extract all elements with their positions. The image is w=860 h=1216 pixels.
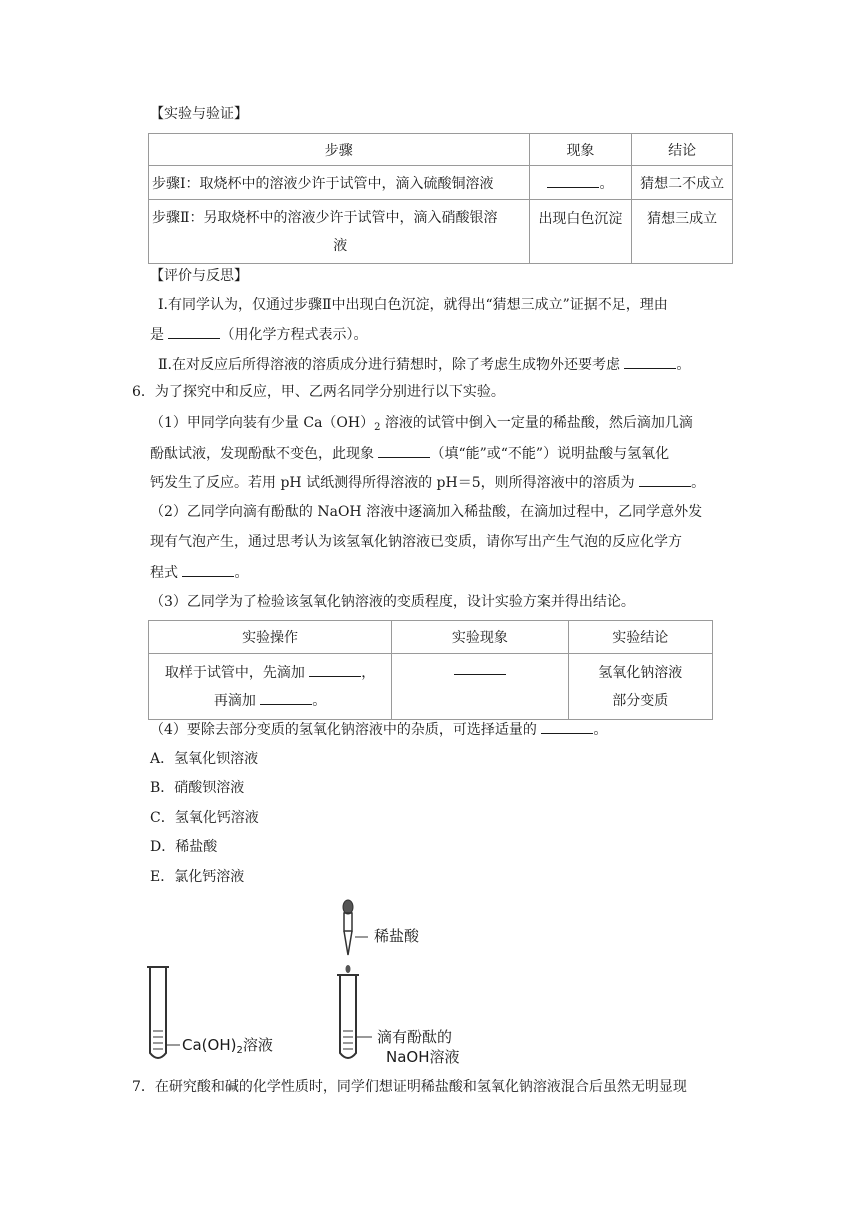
tube1-label: $Ca(OH)_2$溶液 [182,1036,273,1056]
option-b[interactable]: B．硝酸钡溶液 [150,780,245,796]
section-heading-reflect: 【评价与反思】 [150,268,248,284]
table-header-conclusion: 结论 [632,134,733,166]
answer-blank[interactable] [182,562,234,577]
option-c[interactable]: C．氢氧化钙溶液 [150,810,259,826]
table2-header-phenomenon: 实验现象 [392,621,568,654]
experiment-table [148,620,713,720]
option-a[interactable]: A．氢氧化钡溶液 [150,751,259,767]
q6-p4: （4）要除去部分变质的氢氧化钠溶液中的杂质，可选择适量的 。 [150,719,607,740]
table2-phenomenon [392,654,568,720]
option-d[interactable]: D．稀盐酸 [150,839,218,855]
answer-blank[interactable] [168,324,220,339]
q7-line1: 7．在研究酸和碱的化学性质时，同学们想证明稀盐酸和氢氧化钠溶液混合后虽然无明显现 [132,1079,687,1095]
test-tube-naoh [337,975,372,1058]
table-header-step: 步骤 [149,134,530,166]
answer-blank[interactable] [624,354,676,369]
dropper-icon [343,900,368,973]
table-header-phenomenon: 现象 [529,134,632,166]
table2-header-conclusion: 实验结论 [568,621,712,654]
table-row1-phenomenon: 。 [529,166,632,200]
table2-conclusion: 氢氧化钠溶液 部分变质 [568,654,712,720]
reflect-ii: Ⅱ.在对反应后所得溶液的溶质成分进行猜想时，除了考虑生成物外还要考虑 。 [158,354,690,375]
table-row2-step: 步骤Ⅱ：另取烧杯中的溶液少许于试管中，滴入硝酸银溶 液 [149,200,530,264]
reflect-i-line2: 是 （用化学方程式表示）。 [150,324,367,345]
table-row1-conclusion: 猜想二不成立 [632,166,733,200]
test-tube-calcium-hydroxide [147,967,180,1058]
tube2-label-line2: NaOH溶液 [386,1048,460,1066]
answer-blank[interactable] [541,719,593,734]
q6-p2-line1: （2）乙同学向滴有酚酞的 NaOH 溶液中逐滴加入稀盐酸，在滴加过程中，乙同学意外发 [150,504,703,520]
table-row2-phenomenon: 出现白色沉淀 [529,200,632,264]
dropper-label: 稀盐酸 [374,927,420,945]
answer-blank[interactable] [378,443,430,458]
q6-intro: 6．为了探究中和反应，甲、乙两名同学分别进行以下实验。 [132,384,505,400]
answer-blank[interactable] [547,173,599,188]
q6-p3: （3）乙同学为了检验该氢氧化钠溶液的变质程度，设计实验方案并得出结论。 [150,594,635,610]
section-heading-verify: 【实验与验证】 [150,106,248,122]
answer-blank[interactable] [639,472,691,487]
q6-p2-line2: 现有气泡产生，通过思考认为该氢氧化钠溶液已变质，请你写出产生气泡的反应化学方 [150,534,682,550]
q6-p2-line3: 程式 。 [150,562,248,583]
verify-table [148,133,733,264]
q6-p1-line1: （1）甲同学向装有少量 $Ca(OH)_2$ 溶液的试管中倒入一定量的稀盐酸，然后滴加几滴 [150,415,693,433]
q6-p1-line2: 酚酞试液，发现酚酞不变色，此现象 （填“能”或“不能”）说明盐酸与氢氧化 [150,443,669,464]
answer-blank[interactable] [309,662,361,677]
tube2-label-line1: 滴有酚酞的 [377,1028,453,1046]
option-e[interactable]: E．氯化钙溶液 [150,869,245,885]
table2-operation: 取样于试管中，先滴加 ， 再滴加 。 [149,654,392,720]
q6-p1-line3: 钙发生了反应。若用 pH 试纸测得所得溶液的 pH＝5，则所得溶液中的溶质为 。 [150,472,705,493]
reflect-i-line1: Ⅰ.有同学认为，仅通过步骤Ⅱ中出现白色沉淀，就得出“猜想三成立”证据不足，理由 [158,297,668,313]
answer-blank[interactable] [260,690,312,705]
table2-header-operation: 实验操作 [149,621,392,654]
answer-blank[interactable] [454,660,506,675]
table-row2-conclusion: 猜想三成立 [632,200,733,264]
table-row1-step: 步骤Ⅰ：取烧杯中的溶液少许于试管中，滴入硫酸铜溶液 [149,166,530,200]
